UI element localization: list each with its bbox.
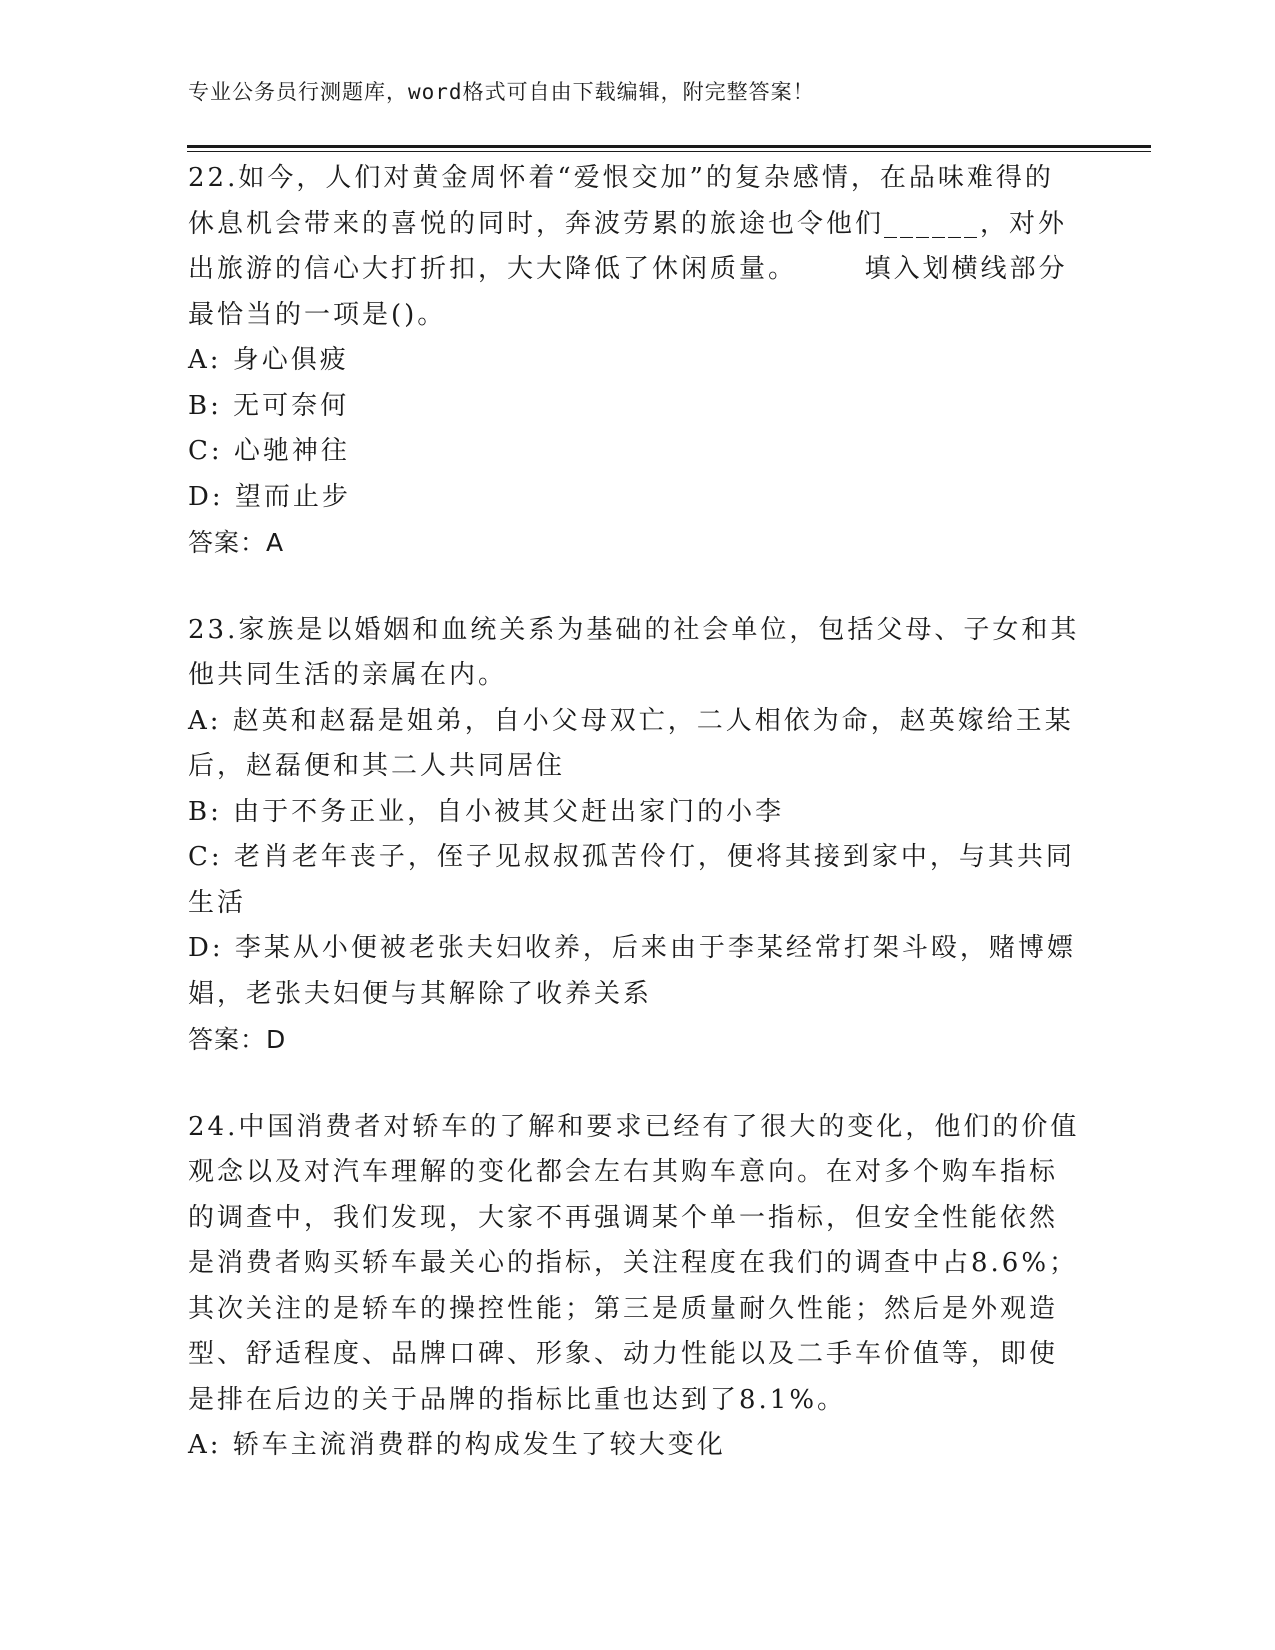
option-c: C: 老肖老年丧子，侄子见叔叔孤苦伶仃，便将其接到家中，与其共同: [188, 842, 1075, 872]
question-text-line: 出旅游的信心大打折扣，大大降低了休闲质量。 填入划横线部分: [188, 254, 1068, 284]
option-d: D: 李某从小便被老张夫妇收养，后来由于李某经常打架斗殴，赌博嫖: [188, 933, 1076, 963]
answer-label: 答案：A: [188, 528, 285, 557]
question-text-line: 观念以及对汽车理解的变化都会左右其购车意向。在对多个购车指标: [188, 1157, 1059, 1187]
question-text-line: 最恰当的一项是()。: [188, 299, 447, 330]
question-list: [188, 156, 1083, 1511]
option-b: B: 无可奈何: [188, 390, 350, 421]
header-divider-thin: [187, 151, 1151, 152]
question-text-line: 他共同生活的亲属在内。: [188, 660, 508, 690]
page-header: 专业公务员行测题库，word格式可自由下载编辑，附完整答案！: [188, 80, 815, 104]
option-c: C: 心驰神往: [188, 436, 350, 466]
option-d: D: 望而止步: [188, 481, 351, 512]
option-a: A: 赵英和赵磊是姐弟，自小父母双亡，二人相依为命，赵英嫁给王某: [188, 705, 1074, 736]
question-text-line: 22.如今，人们对黄金周怀着“爱恨交加”的复杂感情，在品味难得的: [188, 163, 1054, 193]
question-text-line: 23.家族是以婚姻和血统关系为基础的社会单位，包括父母、子女和其: [188, 614, 1080, 645]
question-text-line: 其次关注的是轿车的操控性能；第三是质量耐久性能；然后是外观造: [188, 1293, 1059, 1324]
option-a-continued: 后，赵磊便和其二人共同居住: [188, 751, 566, 781]
option-d-continued: 娼，老张夫妇便与其解除了收养关系: [188, 978, 653, 1009]
question-text-line: 型、舒适程度、品牌口碑、形象、动力性能以及二手车价值等，即使: [188, 1339, 1059, 1369]
option-a: A: 身心俱疲: [188, 345, 349, 375]
answer-label: 答案：D: [188, 1025, 287, 1054]
option-b: B: 由于不务正业，自小被其父赶出家门的小李: [188, 796, 785, 827]
question-text-line: 24.中国消费者对轿车的了解和要求已经有了很大的变化，他们的价值: [188, 1111, 1080, 1142]
option-c-continued: 生活: [188, 887, 247, 918]
header-divider-thick: [187, 145, 1151, 148]
question-23: [188, 608, 1083, 1063]
question-text-line: 是排在后边的关于品牌的指标比重也达到了8.1%。: [188, 1384, 847, 1415]
question-text-line: 的调查中，我们发现，大家不再强调某个单一指标，但安全性能依然: [188, 1202, 1059, 1233]
question-22: [188, 156, 1083, 566]
question-text-line: 是消费者购买轿车最关心的指标，关注程度在我们的调查中占8.6%；: [188, 1248, 1079, 1278]
question-24: [188, 1105, 1083, 1469]
option-a: A: 轿车主流消费群的构成发生了较大变化: [188, 1430, 726, 1460]
question-text-line: 休息机会带来的喜悦的同时，奔波劳累的旅途也令他们______，对外: [188, 208, 1068, 239]
